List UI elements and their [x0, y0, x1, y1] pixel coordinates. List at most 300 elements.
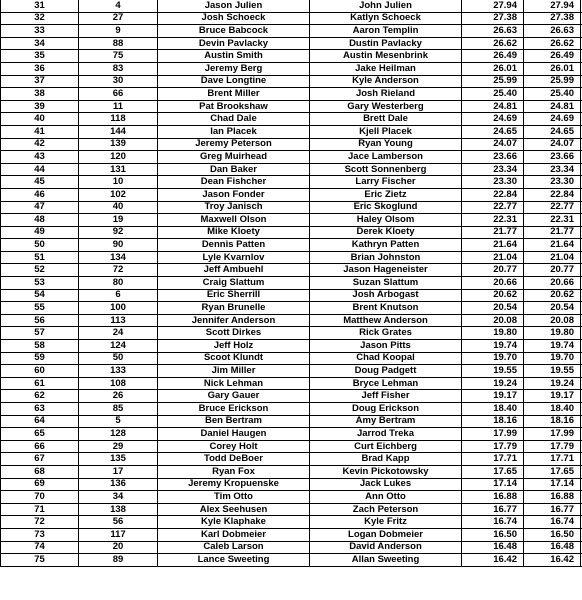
table-row [1, 352, 582, 365]
score2-cell: 16.74 [524, 516, 581, 529]
place-cell: 36 [1, 62, 79, 75]
place-cell: 51 [1, 251, 79, 264]
player1-name-cell: Jeremy Peterson [158, 138, 310, 151]
team-number-cell: 75 [79, 50, 158, 63]
player1-name-cell: Josh Schoeck [158, 12, 310, 25]
table-row [1, 214, 582, 227]
player1-name-cell: Troy Janisch [158, 201, 310, 214]
score1-cell: 24.81 [462, 100, 524, 113]
score1-cell: 22.84 [462, 188, 524, 201]
player1-name-cell: Dean Fishcher [158, 176, 310, 189]
table-row [1, 0, 582, 12]
player1-name-cell: Mike Kloety [158, 226, 310, 239]
player1-name-cell: Dan Baker [158, 163, 310, 176]
player2-name-cell: Scott Sonnenberg [310, 163, 462, 176]
score2-cell: 19.80 [524, 327, 581, 340]
table-row [1, 201, 582, 214]
player1-name-cell: Jeremy Berg [158, 62, 310, 75]
place-cell: 32 [1, 12, 79, 25]
score1-cell: 20.62 [462, 289, 524, 302]
score2-cell: 18.40 [524, 403, 581, 416]
player1-name-cell: Jason Fonder [158, 188, 310, 201]
score1-cell: 19.70 [462, 352, 524, 365]
player1-name-cell: Jeff Holz [158, 340, 310, 353]
table-row [1, 125, 582, 138]
player2-name-cell: Dustin Pavlacky [310, 37, 462, 50]
place-cell: 47 [1, 201, 79, 214]
place-cell: 57 [1, 327, 79, 340]
score1-cell: 17.99 [462, 428, 524, 441]
team-number-cell: 92 [79, 226, 158, 239]
table-row [1, 415, 582, 428]
place-cell: 60 [1, 365, 79, 378]
score1-cell: 17.65 [462, 465, 524, 478]
place-cell: 42 [1, 138, 79, 151]
score2-cell: 27.94 [524, 0, 581, 12]
team-number-cell: 40 [79, 201, 158, 214]
team-number-cell: 24 [79, 327, 158, 340]
score2-cell: 16.50 [524, 528, 581, 541]
player1-name-cell: Kyle Klaphake [158, 516, 310, 529]
place-cell: 55 [1, 302, 79, 315]
score2-cell: 26.01 [524, 62, 581, 75]
score1-cell: 25.40 [462, 88, 524, 101]
team-number-cell: 138 [79, 503, 158, 516]
place-cell: 70 [1, 491, 79, 504]
score1-cell: 23.34 [462, 163, 524, 176]
score1-cell: 19.55 [462, 365, 524, 378]
score2-cell: 16.88 [524, 491, 581, 504]
score2-cell: 19.24 [524, 377, 581, 390]
table-row [1, 251, 582, 264]
player1-name-cell: Austin Smith [158, 50, 310, 63]
table-row [1, 428, 582, 441]
table-row [1, 264, 582, 277]
place-cell: 56 [1, 314, 79, 327]
score2-cell: 17.65 [524, 465, 581, 478]
team-number-cell: 135 [79, 453, 158, 466]
player2-name-cell: Curt Eichberg [310, 440, 462, 453]
score1-cell: 26.49 [462, 50, 524, 63]
score2-cell: 21.64 [524, 239, 581, 252]
table-row [1, 465, 582, 478]
place-cell: 54 [1, 289, 79, 302]
table-row [1, 277, 582, 290]
team-number-cell: 29 [79, 440, 158, 453]
team-number-cell: 113 [79, 314, 158, 327]
score1-cell: 24.07 [462, 138, 524, 151]
team-number-cell: 27 [79, 12, 158, 25]
player2-name-cell: Derek Kloety [310, 226, 462, 239]
score1-cell: 16.74 [462, 516, 524, 529]
player1-name-cell: Gary Gauer [158, 390, 310, 403]
team-number-cell: 66 [79, 88, 158, 101]
place-cell: 41 [1, 125, 79, 138]
score2-cell: 24.07 [524, 138, 581, 151]
score1-cell: 20.08 [462, 314, 524, 327]
player2-name-cell: Kyle Fritz [310, 516, 462, 529]
player2-name-cell: Jack Lukes [310, 478, 462, 491]
table-row [1, 491, 582, 504]
player1-name-cell: Daniel Haugen [158, 428, 310, 441]
team-number-cell: 120 [79, 151, 158, 164]
player1-name-cell: Scott Dirkes [158, 327, 310, 340]
player1-name-cell: Devin Pavlacky [158, 37, 310, 50]
player2-name-cell: Kyle Anderson [310, 75, 462, 88]
place-cell: 71 [1, 503, 79, 516]
team-number-cell: 50 [79, 352, 158, 365]
table-row [1, 88, 582, 101]
player2-name-cell: Matthew Anderson [310, 314, 462, 327]
player2-name-cell: Suzan Slattum [310, 277, 462, 290]
team-number-cell: 4 [79, 0, 158, 12]
score2-cell: 24.65 [524, 125, 581, 138]
player1-name-cell: Jennifer Anderson [158, 314, 310, 327]
player1-name-cell: Nick Lehman [158, 377, 310, 390]
table-row [1, 440, 582, 453]
player1-name-cell: Jeff Ambuehl [158, 264, 310, 277]
player1-name-cell: Dave Longtine [158, 75, 310, 88]
table-row [1, 138, 582, 151]
player2-name-cell: Katlyn Schoeck [310, 12, 462, 25]
player1-name-cell: Lance Sweeting [158, 554, 310, 567]
team-number-cell: 128 [79, 428, 158, 441]
table-row [1, 453, 582, 466]
player2-name-cell: Rick Grates [310, 327, 462, 340]
score2-cell: 22.31 [524, 214, 581, 227]
place-cell: 34 [1, 37, 79, 50]
place-cell: 63 [1, 403, 79, 416]
score1-cell: 21.04 [462, 251, 524, 264]
team-number-cell: 88 [79, 37, 158, 50]
player2-name-cell: John Julien [310, 0, 462, 12]
score2-cell: 17.79 [524, 440, 581, 453]
table-row [1, 377, 582, 390]
score2-cell: 23.30 [524, 176, 581, 189]
score2-cell: 17.71 [524, 453, 581, 466]
place-cell: 39 [1, 100, 79, 113]
table-row [1, 25, 582, 38]
score1-cell: 16.77 [462, 503, 524, 516]
player2-name-cell: Kathryn Patten [310, 239, 462, 252]
player2-name-cell: Amy Bertram [310, 415, 462, 428]
team-number-cell: 30 [79, 75, 158, 88]
team-number-cell: 85 [79, 403, 158, 416]
team-number-cell: 9 [79, 25, 158, 38]
table-row [1, 188, 582, 201]
table-row [1, 528, 582, 541]
score1-cell: 22.77 [462, 201, 524, 214]
team-number-cell: 131 [79, 163, 158, 176]
score2-cell: 20.54 [524, 302, 581, 315]
player2-name-cell: Jeff Fisher [310, 390, 462, 403]
player1-name-cell: Bruce Babcock [158, 25, 310, 38]
score2-cell: 23.66 [524, 151, 581, 164]
player1-name-cell: Chad Dale [158, 113, 310, 126]
score2-cell: 17.14 [524, 478, 581, 491]
score1-cell: 24.69 [462, 113, 524, 126]
score2-cell: 19.17 [524, 390, 581, 403]
score2-cell: 19.55 [524, 365, 581, 378]
score1-cell: 27.38 [462, 12, 524, 25]
team-number-cell: 108 [79, 377, 158, 390]
player2-name-cell: Josh Rieland [310, 88, 462, 101]
score2-cell: 24.81 [524, 100, 581, 113]
score1-cell: 16.42 [462, 554, 524, 567]
team-number-cell: 17 [79, 465, 158, 478]
score2-cell: 20.77 [524, 264, 581, 277]
player1-name-cell: Caleb Larson [158, 541, 310, 554]
team-number-cell: 117 [79, 528, 158, 541]
score1-cell: 21.77 [462, 226, 524, 239]
player2-name-cell: Jason Pitts [310, 340, 462, 353]
score1-cell: 25.99 [462, 75, 524, 88]
score1-cell: 26.63 [462, 25, 524, 38]
player2-name-cell: Jason Hageneister [310, 264, 462, 277]
score1-cell: 16.48 [462, 541, 524, 554]
score2-cell: 22.77 [524, 201, 581, 214]
score1-cell: 27.94 [462, 0, 524, 12]
player1-name-cell: Jason Julien [158, 0, 310, 12]
place-cell: 62 [1, 390, 79, 403]
score1-cell: 19.17 [462, 390, 524, 403]
score2-cell: 16.48 [524, 541, 581, 554]
place-cell: 72 [1, 516, 79, 529]
place-cell: 38 [1, 88, 79, 101]
player1-name-cell: Brent Miller [158, 88, 310, 101]
place-cell: 61 [1, 377, 79, 390]
player2-name-cell: Eric Skoglund [310, 201, 462, 214]
team-number-cell: 144 [79, 125, 158, 138]
player1-name-cell: Ben Bertram [158, 415, 310, 428]
place-cell: 49 [1, 226, 79, 239]
score2-cell: 26.49 [524, 50, 581, 63]
score1-cell: 23.66 [462, 151, 524, 164]
player1-name-cell: Greg Muirhead [158, 151, 310, 164]
player1-name-cell: Alex Seehusen [158, 503, 310, 516]
place-cell: 46 [1, 188, 79, 201]
score2-cell: 25.40 [524, 88, 581, 101]
score2-cell: 21.77 [524, 226, 581, 239]
score2-cell: 16.42 [524, 554, 581, 567]
player2-name-cell: Allan Sweeting [310, 554, 462, 567]
player2-name-cell: Chad Koopal [310, 352, 462, 365]
place-cell: 67 [1, 453, 79, 466]
player1-name-cell: Todd DeBoer [158, 453, 310, 466]
score2-cell: 24.69 [524, 113, 581, 126]
player1-name-cell: Karl Dobmeier [158, 528, 310, 541]
place-cell: 35 [1, 50, 79, 63]
score1-cell: 18.40 [462, 403, 524, 416]
player2-name-cell: Bryce Lehman [310, 377, 462, 390]
score1-cell: 19.24 [462, 377, 524, 390]
table-row [1, 554, 582, 567]
place-cell: 66 [1, 440, 79, 453]
player1-name-cell: Scoot Klundt [158, 352, 310, 365]
table-row [1, 365, 582, 378]
table-row [1, 541, 582, 554]
table-row [1, 239, 582, 252]
score1-cell: 17.79 [462, 440, 524, 453]
team-number-cell: 72 [79, 264, 158, 277]
score2-cell: 19.70 [524, 352, 581, 365]
table-row [1, 163, 582, 176]
place-cell: 64 [1, 415, 79, 428]
table-row [1, 113, 582, 126]
player2-name-cell: Ann Otto [310, 491, 462, 504]
player2-name-cell: Brett Dale [310, 113, 462, 126]
score2-cell: 19.74 [524, 340, 581, 353]
place-cell: 59 [1, 352, 79, 365]
player2-name-cell: Josh Arbogast [310, 289, 462, 302]
table-row [1, 50, 582, 63]
team-number-cell: 80 [79, 277, 158, 290]
table-row [1, 503, 582, 516]
table-row [1, 75, 582, 88]
score1-cell: 23.30 [462, 176, 524, 189]
player2-name-cell: Aaron Templin [310, 25, 462, 38]
table-row [1, 340, 582, 353]
team-number-cell: 20 [79, 541, 158, 554]
place-cell: 43 [1, 151, 79, 164]
player1-name-cell: Craig Slattum [158, 277, 310, 290]
player2-name-cell: Kevin Pickotowsky [310, 465, 462, 478]
score2-cell: 27.38 [524, 12, 581, 25]
player2-name-cell: Gary Westerberg [310, 100, 462, 113]
team-number-cell: 83 [79, 62, 158, 75]
player2-name-cell: Ryan Young [310, 138, 462, 151]
table-row [1, 62, 582, 75]
score2-cell: 21.04 [524, 251, 581, 264]
player1-name-cell: Ryan Fox [158, 465, 310, 478]
score1-cell: 20.54 [462, 302, 524, 315]
team-number-cell: 34 [79, 491, 158, 504]
score1-cell: 22.31 [462, 214, 524, 227]
table-row [1, 302, 582, 315]
team-number-cell: 100 [79, 302, 158, 315]
team-number-cell: 89 [79, 554, 158, 567]
table-row [1, 151, 582, 164]
player1-name-cell: Maxwell Olson [158, 214, 310, 227]
place-cell: 52 [1, 264, 79, 277]
score1-cell: 19.80 [462, 327, 524, 340]
table-row [1, 176, 582, 189]
score2-cell: 22.84 [524, 188, 581, 201]
player2-name-cell: Brent Knutson [310, 302, 462, 315]
place-cell: 69 [1, 478, 79, 491]
score1-cell: 20.77 [462, 264, 524, 277]
team-number-cell: 26 [79, 390, 158, 403]
score1-cell: 21.64 [462, 239, 524, 252]
player1-name-cell: Tim Otto [158, 491, 310, 504]
table-row [1, 403, 582, 416]
table-row [1, 226, 582, 239]
place-cell: 33 [1, 25, 79, 38]
team-number-cell: 134 [79, 251, 158, 264]
place-cell: 50 [1, 239, 79, 252]
player2-name-cell: Jake Heilman [310, 62, 462, 75]
team-number-cell: 10 [79, 176, 158, 189]
team-number-cell: 136 [79, 478, 158, 491]
score1-cell: 18.16 [462, 415, 524, 428]
score2-cell: 25.99 [524, 75, 581, 88]
player2-name-cell: Doug Padgett [310, 365, 462, 378]
score2-cell: 20.08 [524, 314, 581, 327]
player2-name-cell: Doug Erickson [310, 403, 462, 416]
place-cell: 74 [1, 541, 79, 554]
team-number-cell: 6 [79, 289, 158, 302]
score1-cell: 17.14 [462, 478, 524, 491]
table-row [1, 478, 582, 491]
table-row [1, 390, 582, 403]
player1-name-cell: Bruce Erickson [158, 403, 310, 416]
player2-name-cell: Brad Kapp [310, 453, 462, 466]
score1-cell: 17.71 [462, 453, 524, 466]
team-number-cell: 133 [79, 365, 158, 378]
place-cell: 48 [1, 214, 79, 227]
place-cell: 75 [1, 554, 79, 567]
place-cell: 45 [1, 176, 79, 189]
player1-name-cell: Corey Holt [158, 440, 310, 453]
score2-cell: 26.62 [524, 37, 581, 50]
score2-cell: 17.99 [524, 428, 581, 441]
table-row [1, 37, 582, 50]
score1-cell: 19.74 [462, 340, 524, 353]
table-row [1, 516, 582, 529]
player2-name-cell: Jace Lamberson [310, 151, 462, 164]
place-cell: 31 [1, 0, 79, 12]
player2-name-cell: Larry Fischer [310, 176, 462, 189]
player2-name-cell: Eric Zietz [310, 188, 462, 201]
team-number-cell: 11 [79, 100, 158, 113]
score2-cell: 16.77 [524, 503, 581, 516]
player2-name-cell: Zach Peterson [310, 503, 462, 516]
player2-name-cell: Haley Olsom [310, 214, 462, 227]
score2-cell: 18.16 [524, 415, 581, 428]
player1-name-cell: Jim Miller [158, 365, 310, 378]
team-number-cell: 19 [79, 214, 158, 227]
table-row [1, 100, 582, 113]
player1-name-cell: Pat Brookshaw [158, 100, 310, 113]
place-cell: 58 [1, 340, 79, 353]
table-row [1, 327, 582, 340]
score1-cell: 24.65 [462, 125, 524, 138]
place-cell: 44 [1, 163, 79, 176]
player2-name-cell: Kjell Placek [310, 125, 462, 138]
place-cell: 65 [1, 428, 79, 441]
player2-name-cell: Brian Johnston [310, 251, 462, 264]
table-row [1, 289, 582, 302]
team-number-cell: 102 [79, 188, 158, 201]
score2-cell: 20.62 [524, 289, 581, 302]
team-number-cell: 118 [79, 113, 158, 126]
player2-name-cell: Logan Dobmeier [310, 528, 462, 541]
score2-cell: 23.34 [524, 163, 581, 176]
score1-cell: 26.62 [462, 37, 524, 50]
team-number-cell: 124 [79, 340, 158, 353]
table-row [1, 12, 582, 25]
player1-name-cell: Jeremy Kropuenske [158, 478, 310, 491]
player1-name-cell: Lyle Kvarnlov [158, 251, 310, 264]
player1-name-cell: Dennis Patten [158, 239, 310, 252]
place-cell: 37 [1, 75, 79, 88]
place-cell: 73 [1, 528, 79, 541]
player2-name-cell: Jarrod Treka [310, 428, 462, 441]
player2-name-cell: Austin Mesenbrink [310, 50, 462, 63]
team-number-cell: 90 [79, 239, 158, 252]
score1-cell: 20.66 [462, 277, 524, 290]
player1-name-cell: Ryan Brunelle [158, 302, 310, 315]
